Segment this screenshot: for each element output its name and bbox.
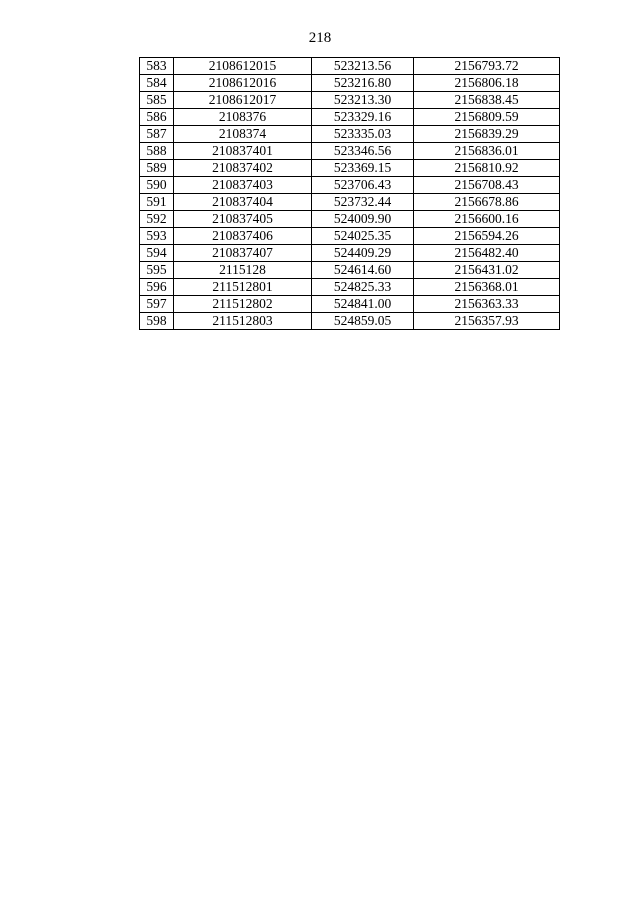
point-code: 2108612015: [174, 58, 312, 75]
coordinates-table: [139, 57, 560, 330]
x-coordinate: 523213.56: [312, 58, 414, 75]
table-row: [140, 177, 560, 194]
y-coordinate: 2156836.01: [414, 143, 560, 160]
x-coordinate: 523213.30: [312, 92, 414, 109]
x-coordinate: 524009.90: [312, 211, 414, 228]
point-code: 210837405: [174, 211, 312, 228]
y-coordinate: 2156810.92: [414, 160, 560, 177]
table-row: [140, 109, 560, 126]
row-index: 597: [140, 296, 174, 313]
point-code: 210837404: [174, 194, 312, 211]
row-index: 588: [140, 143, 174, 160]
y-coordinate: 2156368.01: [414, 279, 560, 296]
y-coordinate: 2156357.93: [414, 313, 560, 330]
table-row: [140, 262, 560, 279]
row-index: 594: [140, 245, 174, 262]
point-code: 210837407: [174, 245, 312, 262]
x-coordinate: 523369.15: [312, 160, 414, 177]
y-coordinate: 2156838.45: [414, 92, 560, 109]
point-code: 210837402: [174, 160, 312, 177]
y-coordinate: 2156806.18: [414, 75, 560, 92]
table-row: [140, 75, 560, 92]
row-index: 595: [140, 262, 174, 279]
row-index: 584: [140, 75, 174, 92]
row-index: 587: [140, 126, 174, 143]
row-index: 583: [140, 58, 174, 75]
point-code: 2115128: [174, 262, 312, 279]
table-row: [140, 58, 560, 75]
point-code: 2108612016: [174, 75, 312, 92]
row-index: 596: [140, 279, 174, 296]
x-coordinate: 524025.35: [312, 228, 414, 245]
row-index: 589: [140, 160, 174, 177]
y-coordinate: 2156363.33: [414, 296, 560, 313]
y-coordinate: 2156600.16: [414, 211, 560, 228]
row-index: 591: [140, 194, 174, 211]
x-coordinate: 524825.33: [312, 279, 414, 296]
x-coordinate: 523329.16: [312, 109, 414, 126]
point-code: 210837401: [174, 143, 312, 160]
row-index: 593: [140, 228, 174, 245]
point-code: 211512803: [174, 313, 312, 330]
y-coordinate: 2156482.40: [414, 245, 560, 262]
table-row: [140, 194, 560, 211]
table-row: [140, 296, 560, 313]
x-coordinate: 523732.44: [312, 194, 414, 211]
point-code: 2108374: [174, 126, 312, 143]
row-index: 590: [140, 177, 174, 194]
table-row: [140, 92, 560, 109]
page-number: 218: [308, 30, 332, 46]
x-coordinate: 523335.03: [312, 126, 414, 143]
table-row: [140, 313, 560, 330]
table-row: [140, 160, 560, 177]
table-row: [140, 211, 560, 228]
table-row: [140, 143, 560, 160]
point-code: 2108376: [174, 109, 312, 126]
y-coordinate: 2156431.02: [414, 262, 560, 279]
coordinates-table-body: [140, 58, 560, 330]
x-coordinate: 523346.56: [312, 143, 414, 160]
row-index: 585: [140, 92, 174, 109]
table-row: [140, 228, 560, 245]
y-coordinate: 2156678.86: [414, 194, 560, 211]
row-index: 598: [140, 313, 174, 330]
x-coordinate: 524614.60: [312, 262, 414, 279]
table-row: [140, 126, 560, 143]
point-code: 211512802: [174, 296, 312, 313]
point-code: 2108612017: [174, 92, 312, 109]
table-row: [140, 245, 560, 262]
point-code: 210837406: [174, 228, 312, 245]
y-coordinate: 2156708.43: [414, 177, 560, 194]
y-coordinate: 2156793.72: [414, 58, 560, 75]
y-coordinate: 2156594.26: [414, 228, 560, 245]
x-coordinate: 524409.29: [312, 245, 414, 262]
y-coordinate: 2156809.59: [414, 109, 560, 126]
y-coordinate: 2156839.29: [414, 126, 560, 143]
x-coordinate: 524859.05: [312, 313, 414, 330]
x-coordinate: 524841.00: [312, 296, 414, 313]
point-code: 211512801: [174, 279, 312, 296]
x-coordinate: 523216.80: [312, 75, 414, 92]
row-index: 592: [140, 211, 174, 228]
row-index: 586: [140, 109, 174, 126]
table-row: [140, 279, 560, 296]
x-coordinate: 523706.43: [312, 177, 414, 194]
point-code: 210837403: [174, 177, 312, 194]
